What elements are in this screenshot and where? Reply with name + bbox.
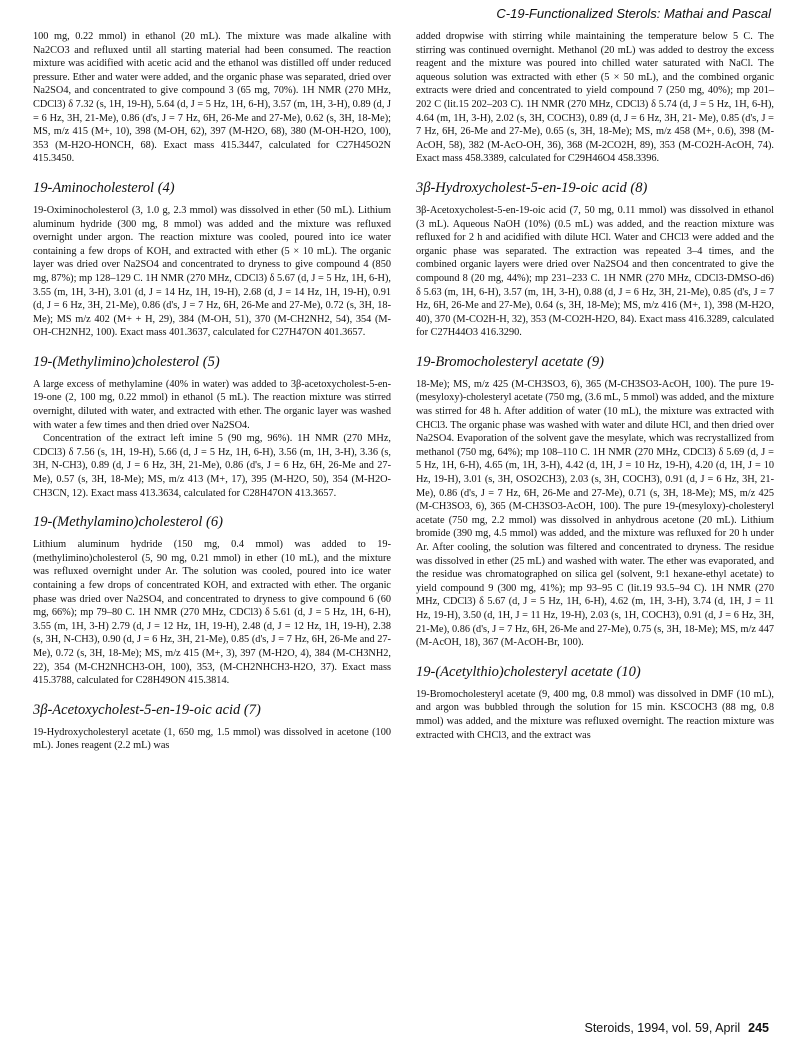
paragraph-compound-6: Lithium aluminum hydride (150 mg, 0.4 mmol) was added to 19-(methylimino)cholesterol (5, 90 mg, 0.21 mmol) in ether (10 mL), and the mixture was refluxed overnight under Ar. The solution was cooled, poured into ice water containing a few drops of concentrated KOH, and extracted with ether. The organic phase was dried over Na2SO4, and concentrated to dryness to give compound 6 (60 mg, 66%); mp 79–80 C. 1H NMR (270 MHz, CDCl3) δ 5.61 (d, J = 5 Hz, 1H, 6-H), 3.55 (m, 1H, 3-H) 2.79 (d, J = 12 Hz, 1H, 19-H), 2.48 (d, J = 12 Hz, 1H, 19-H), 2.38 (s, 3H, N-CH3), 0.90 (d, J = 6 Hz, 3H, 21-Me), 0.85 (d's, J = 7 Hz, 6H, 26-Me and 27-Me), 0.72 (s, 3H, 18-Me); MS, m/z 415 (M+, 3), 397 (M-H2O, 4), 384 (M-CH3NH2, 22), 354 (M-CH2NHCH3-OH, 100), 353, (M-CH2NHCH3-H2O, 37). Exact mass 415.3788, calculated for C28H49ON 415.3814.: [33, 539, 391, 687]
page-number: 245: [748, 1021, 769, 1035]
section-heading-compound-4: 19-Aminocholesterol (4): [33, 179, 175, 196]
section-heading-compound-9: 19-Bromocholesteryl acetate (9): [416, 353, 604, 370]
paragraph-compound-5-b: Concentration of the extract left imine 5 (90 mg, 96%). 1H NMR (270 MHz, CDCl3) δ 7.56 (s, 1H, 19-H), 5.66 (d, J = 5 Hz, 1H, 6-H), 3.56 (m, 1H, 3-H), 3.36 (s, 3H, N-CH3), 0.89 (d, J = 6 Hz, 3H, 21-Me), 0.86 (d's, J = 6 Hz, 6H, 26-Me and 27-Me), 0.57 (s, 3H, 18-Me); MS, m/z 413 (M+, 17), 395 (M-H2O, 50), 354 (M-H2O- CH3CN, 12). Exact mass 413.3634, calculated for C28H47ON 413.3657.: [33, 433, 391, 499]
paragraph-compound-7-continued: added dropwise with stirring while maintaining the temperature below 5 C. The stirring was continued overnight. Methanol (20 mL) was added to destroy the excess reagent and the mixture was poured into chilled water saturated with NaCl. The aqueous solution was extracted with ether (5 × 50 mL), and the combined organic extracts were dried and concentrated to yield compound 7 (250 mg, 40%); mp 201–202 C (lit.15 202–203 C). 1H NMR (270 MHz, CDCl3) δ 5.74 (d, J = 5 Hz, 1H, 6-H), 4.64 (m, 1H, 3-H), 2.02 (s, 3H, COCH3), 0.89 (d, J = 6 Hz, 3H, 21- Me), 0.85 (d's, J = 7 Hz, 6H, 26-Me and 27-Me), 0.65 (s, 3H, 18-Me); MS, m/z 458 (M+, 0.6), 398 (M-AcOH, 58), 382 (M-AcO-OH, 36), 368 (M-2CO2H, 89), 353 (M-CO2H-AcOH, 74). Exact mass 458.3389, calculated for C29H46O4 458.3396.: [416, 31, 774, 165]
section-heading-compound-6: 19-(Methylamino)cholesterol (6): [33, 514, 223, 531]
section-heading-compound-7: 3β-Acetoxycholest-5-en-19-oic acid (7): [33, 701, 261, 718]
paragraph-compound-7: 19-Hydroxycholesteryl acetate (1, 650 mg, 1.5 mmol) was dissolved in acetone (100 mL). Jones reagent (2.2 mL) was: [33, 726, 391, 752]
paragraph-compound-3-data: 100 mg, 0.22 mmol) in ethanol (20 mL). The mixture was made alkaline with Na2CO3 and refluxed until all starting material had been consumed. The reaction mixture was acidified with acetic acid and the ethanol was distilled off under reduced pressure. Ether and water were added, and the organic phase was separated, dried over Na2SO4, and concentrated to give compound 3 (65 mg, 70%). 1H NMR (270 MHz, CDCl3) δ 7.32 (s, 1H, 19-H), 5.64 (d, J = 5 Hz, 1H, 6-H), 3.57 (m, 1H, 3-H), 0.89 (d, J = 6 Hz, 3H, 21-Me), 0.86 (d's, J = 7 Hz, 6H, 26-Me and 27-Me), 0.62 (s, 3H, 18-Me); MS, m/z 415 (M+, 10), 398 (M-OH, 62), 397 (M-H2O, 68), 380 (M-OH-H2O, 100), 353 (M-H2O-HONCH, 68). Exact mass 415.3447, calculated for C27H45O2N 415.3450.: [33, 31, 391, 165]
paragraph-compound-8: 3β-Acetoxycholest-5-en-19-oic acid (7, 50 mg, 0.11 mmol) was dissolved in ethanol (3 mL). Aqueous NaOH (10%) (0.5 mL) was added, and the reaction mixture was refluxed for 2 h and acidified with dilute HCl. Water and CHCl3 were added and the organic phase was separated. The extraction was repeated 3–4 times, and the combined organic layers were dried over Na2SO4 and then concentrated to give the compound 8 (20 mg, 44%); mp 231–233 C. 1H NMR (270 MHz, CDCl3-DMSO-d6) δ 5.63 (m, 1H, 6-H), 3.57 (m, 1H, 3-H), 0.88 (d, J = 6 Hz, 3H, 21-Me), 0.85 (d's, J = 7 Hz, 6H, 26-Me and 27-Me), 0.64 (s, 3H, 18-Me); MS, m/z 416 (M+, 1), 398 (M-H2O, 40), 370 (M-CO2H-H, 32), 353 (M-CO2H-H2O, 84). Exact mass 416.3289, calculated for C27H44O3 416.3290.: [416, 204, 774, 339]
paragraph-compound-9: 18-Me); MS, m/z 425 (M-CH3SO3, 6), 365 (M-CH3SO3-AcOH, 100). The pure 19-(mesyloxy)-cholesteryl acetate (750 mg, (3.6 mL, 5 mmol) was added, and the mixture was stirred for 48 h. After addition of water (10 mL), the mixture was extracted with CHCl3. The organic phase was washed with water and dilute HCl, and then dried over Na2SO4. Evaporation of the solvent gave the mesylate, which was recrystallized from methanol (750 mg, 64%); mp 108–110 C. 1H NMR (270 MHz, CDCl3) δ 5.69 (d, J = 5 Hz, 1H, 6-H), 4.65 (m, 1H, 3-H), 4.42 (d, 1H, J = 10 Hz, 19-H), 4.20 (d, 1H, J = 10 Hz, 19-H), 3.01 (s, 3H, OSO2CH3), 2.03 (s, 3H, COCH3), 0.91 (d, J = 6 Hz, 3H, 21-Me), 0.86 (d's, J = 7 Hz, 6H, 26-Me and 27-Me), 0.71 (s, 3H, 18-Me); MS, m/z 425 (M-CH3SO3, 6), 365 (M-CH3SO3-AcOH, 100). The pure 19-(mesyloxy)-cholesteryl acetate (750 mg, 2.2 mmol) was dissolved in anhydrous acetone (20 mL). Lithium bromide (390 mg, 4.5 mmol) was added, and the mixture was refluxed for 20 h under Ar. After cooling, the solution was filtered and concentrated to dryness. The residue was dissolved in ether (25 mL) and washed with water. The ether was evaporated, and the residue was chromatographed on silica gel (solvent, 9:1 hexane-ethyl acetate) to yield compound 9 (300 mg, 41%); mp 93–95 C (lit.19 93.5–94 C). 1H NMR (270 MHz, CDCl3) δ 5.67 (d, J = 5 Hz, 1H, 6-H), 4.62 (m, 1H, 3-H), 3.74 (d, 1H, J = 11 Hz, 19-H), 3.50 (d, 1H, J = 11 Hz, 19-H), 2.03 (s, 1H, COCH3), 0.91 (d, J = 6 Hz, 3H, 21-Me), 0.86 (d's, J = 7 Hz, 6H, 26-Me and 27-Me), 0.75 (s, 3H, 18-Me); MS, m/z 447 (M-AcOH, 18), 367 (M-AcOH-Br, 100).: [416, 378, 774, 649]
running-header: C-19-Functionalized Sterols: Mathai and Pascal: [496, 6, 771, 21]
paragraph-compound-10: 19-Bromocholesteryl acetate (9, 400 mg, 0.8 mmol) was dissolved in DMF (10 mL), and argon was bubbled through the solution for 15 min. KSCOCH3 (88 mg, 0.8 mmol) was added, and the mixture was refluxed overnight. The reaction mixture was extracted with CHCl3, and the extract was: [416, 688, 774, 741]
section-heading-compound-5: 19-(Methylimino)cholesterol (5): [33, 353, 220, 370]
left-column: [33, 30, 391, 753]
right-column: [416, 30, 774, 742]
journal-citation: Steroids, 1994, vol. 59, April: [584, 1021, 741, 1035]
section-heading-compound-10: 19-(Acetylthio)cholesteryl acetate (10): [416, 663, 641, 680]
paragraph-compound-5-a: A large excess of methylamine (40% in water) was added to 3β-acetoxycholest-5-en-19-one (2, 100 mg, 0.22 mmol) in ethanol (5 mL). The reaction mixture was stirred overnight, diluted with water, and extracted with ether. The organic layer was washed with water a few times and then dried over Na2SO4.: [33, 378, 391, 431]
page-footer: [584, 1021, 769, 1035]
paragraph-compound-4: 19-Oximinocholesterol (3, 1.0 g, 2.3 mmol) was dissolved in ether (50 mL). Lithium aluminum hydride (300 mg, 8 mmol) was added and the mixture was refluxed overnight under argon. The reaction mixture was cooled, poured into ice water containing a few drops of KOH, and extracted with ether (5 × 10 mL). The organic layer was dried over Na2SO4 and concentrated to dryness to give compound 4 (850 mg, 87%); mp 128–129 C. 1H NMR (270 MHz, CDCl3) δ 5.67 (d, J = 5 Hz, 1H, 6-H), 3.55 (m, 1H, 3-H), 3.01 (d, J = 14 Hz, 1H, 19-H), 2.68 (d, J = 14 Hz, 1H, 19-H), 0.91 (d, J = 6 Hz, 3H, 21-Me), 0.86 (d's, J = 7 Hz, 6H, 26-Me and 27-Me), 0.72 (s, 3H, 18-Me); MS m/z 402 (M+ + H, 29), 384 (M-OH, 51), 370 (M-CH2NH2, 54), 354 (M-OH-CH2NH2, 100). Exact mass 401.3637, calculated for C27H47ON 401.3657.: [33, 204, 391, 339]
section-heading-compound-8: 3β-Hydroxycholest-5-en-19-oic acid (8): [416, 179, 648, 196]
